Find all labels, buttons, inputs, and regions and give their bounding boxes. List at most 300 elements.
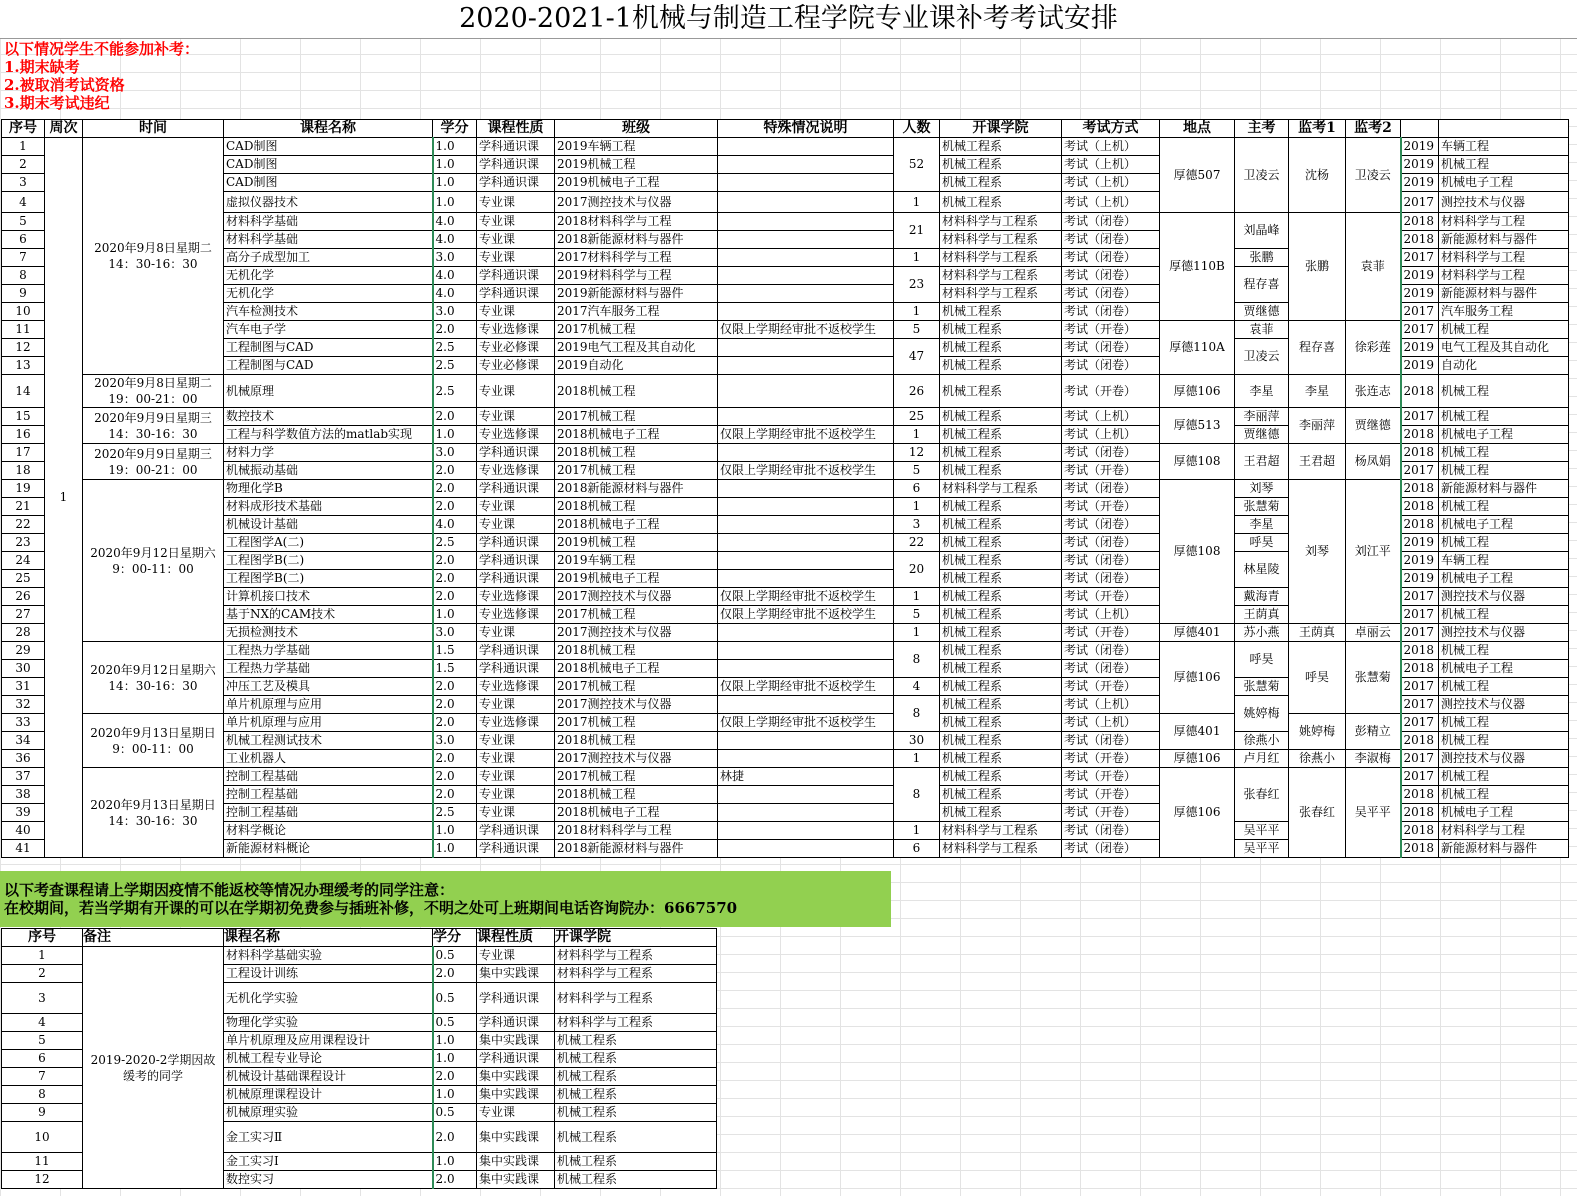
student-count: 4 [894,678,940,696]
row-number: 9 [2,1104,83,1122]
exam-mode: 考试（上机） [1062,192,1160,213]
class-name: 2018新能源材料与器件 [555,480,718,498]
course-name: 控制工程基础 [224,768,433,786]
remark-cell: 2019-2020-2学期因故缓考的同学 [83,947,224,1189]
row-number: 36 [2,750,45,768]
header-cell-blank [1401,120,1439,138]
special-note [718,516,894,534]
class-name: 2017机械工程 [555,678,718,696]
row-number: 11 [2,321,45,339]
class-name: 2018材料科学与工程 [555,213,718,231]
course-name: 材料科学基础 [224,213,433,231]
major: 电气工程及其自动化 [1439,339,1569,357]
grade-year: 2018 [1401,804,1439,822]
special-note [718,249,894,267]
college: 材料科学与工程系 [940,822,1062,840]
deferred-notice-line-2: 在校期间，若当学期有开课的可以在学期初免费参与插班补修，不明之处可上班期间电话咨询院办：6667570 [4,899,738,917]
course-name: 工程热力学基础 [224,660,433,678]
student-count: 5 [894,321,940,339]
chief-examiner: 卫凌云 [1235,339,1289,375]
row-number: 7 [2,249,45,267]
college: 材料科学与工程系 [555,1014,717,1032]
credit: 0.5 [433,1104,477,1122]
college: 材料科学与工程系 [940,840,1062,858]
major: 机械工程 [1439,606,1569,624]
student-count: 1 [894,822,940,840]
exam-mode: 考试（闭卷） [1062,339,1160,357]
credit: 2.5 [433,804,477,822]
course-nature: 专业选修课 [477,606,555,624]
deferred-courses-table [1,928,717,1189]
college: 机械工程系 [555,1050,717,1068]
course-nature: 学科通识课 [477,1014,555,1032]
header-cell: 人数 [894,120,940,138]
class-name: 2018机械电子工程 [555,660,718,678]
course-name: 机械原理 [224,375,433,408]
student-count: 1 [894,192,940,213]
table-row [2,624,1569,642]
student-count: 22 [894,534,940,552]
college: 机械工程系 [940,570,1062,588]
college: 机械工程系 [940,660,1062,678]
exam-location: 厚德110B [1160,213,1235,321]
grade-year: 2018 [1401,498,1439,516]
college: 机械工程系 [555,1153,717,1171]
exam-mode: 考试（上机） [1062,606,1160,624]
table-row [2,642,1569,660]
row-number: 3 [2,174,45,192]
major: 机械电子工程 [1439,660,1569,678]
course-nature: 专业课 [477,732,555,750]
header-cell: 监考2 [1346,120,1401,138]
course-name: 材料成形技术基础 [224,498,433,516]
exam-time: 2020年9月12日星期六 14：30-16：30 [83,642,224,714]
special-note [718,213,894,231]
major: 材料科学与工程 [1439,213,1569,231]
exam-mode: 考试（闭卷） [1062,285,1160,303]
special-note [718,339,894,357]
exam-mode: 考试（上机） [1062,408,1160,426]
major: 机械电子工程 [1439,570,1569,588]
class-name: 2017测控技术与仪器 [555,624,718,642]
row-number: 6 [2,231,45,249]
row-number: 11 [2,1153,83,1171]
deferred-notice-line-1: 以下考查课程请上学期因疫情不能返校等情况办理缓考的同学注意： [4,881,455,899]
chief-examiner: 苏小燕 [1235,624,1289,642]
major: 测控技术与仪器 [1439,192,1569,213]
header-cell: 周次 [45,120,83,138]
row-number: 12 [2,1171,83,1189]
course-nature: 集中实践课 [477,1032,555,1050]
grade-year: 2019 [1401,285,1439,303]
major: 新能源材料与器件 [1439,480,1569,498]
course-name: 新能源材料概论 [224,840,433,858]
special-note [718,138,894,156]
notice-line-1: 1.期末缺考 [4,58,80,76]
header-cell: 序号 [2,120,45,138]
course-name: 工程图学B(二) [224,570,433,588]
course-name: 基于NX的CAM技术 [224,606,433,624]
row-number: 38 [2,786,45,804]
grade-year: 2018 [1401,375,1439,408]
college: 机械工程系 [940,588,1062,606]
college: 机械工程系 [940,516,1062,534]
exam-time: 2020年9月8日星期二 19：00-21：00 [83,375,224,408]
grade-year: 2017 [1401,750,1439,768]
credit: 3.0 [433,249,477,267]
major: 机械工程 [1439,768,1569,786]
class-name: 2018机械工程 [555,642,718,660]
grade-year: 2017 [1401,588,1439,606]
grade-year: 2017 [1401,624,1439,642]
credit: 1.0 [433,1086,477,1104]
course-name: 单片机原理及应用课程设计 [224,1032,433,1050]
class-name: 2018新能源材料与器件 [555,840,718,858]
header-cell: 监考1 [1289,120,1346,138]
row-number: 21 [2,498,45,516]
major: 车辆工程 [1439,552,1569,570]
row-number: 7 [2,1068,83,1086]
row-number: 41 [2,840,45,858]
chief-examiner: 卢月红 [1235,750,1289,768]
special-note [718,375,894,408]
credit: 2.5 [433,357,477,375]
credit: 1.0 [433,138,477,156]
special-note: 仅限上学期经审批不返校学生 [718,678,894,696]
course-nature: 专业课 [477,192,555,213]
credit: 4.0 [433,285,477,303]
course-name: 物理化学实验 [224,1014,433,1032]
row-number: 40 [2,822,45,840]
chief-examiner: 呼昊 [1235,534,1289,552]
course-nature: 集中实践课 [477,965,555,983]
special-note: 林捷 [718,768,894,786]
course-name: 机械设计基础课程设计 [224,1068,433,1086]
class-name: 2017机械工程 [555,462,718,480]
exam-mode: 考试（闭卷） [1062,570,1160,588]
header-cell: 课程性质 [477,929,555,947]
course-nature: 学科通识课 [477,267,555,285]
special-note [718,303,894,321]
course-name: 机械工程测试技术 [224,732,433,750]
major: 测控技术与仪器 [1439,750,1569,768]
row-number: 32 [2,696,45,714]
student-count: 25 [894,408,940,426]
row-number: 18 [2,462,45,480]
college: 机械工程系 [555,1032,717,1050]
credit: 1.0 [433,156,477,174]
special-note [718,192,894,213]
invigilator-1: 王荫真 [1289,624,1346,642]
invigilator-2: 贾继德 [1346,408,1401,444]
major: 机械工程 [1439,534,1569,552]
grade-year: 2019 [1401,357,1439,375]
major: 机械工程 [1439,714,1569,732]
student-count: 5 [894,606,940,624]
exam-time: 2020年9月13日星期日 14：30-16：30 [83,768,224,858]
course-nature: 专业课 [477,696,555,714]
invigilator-2: 杨凤娟 [1346,444,1401,480]
invigilator-1: 呼昊 [1289,642,1346,714]
exam-location: 厚德401 [1160,624,1235,642]
grade-year: 2018 [1401,642,1439,660]
college: 机械工程系 [940,426,1062,444]
exam-mode: 考试（上机） [1062,156,1160,174]
exam-mode: 考试（闭卷） [1062,660,1160,678]
exam-mode: 考试（上机） [1062,426,1160,444]
course-nature: 专业课 [477,516,555,534]
course-nature: 专业课 [477,624,555,642]
header-cell: 学分 [433,120,477,138]
grade-year: 2017 [1401,321,1439,339]
college: 机械工程系 [940,606,1062,624]
exam-location: 厚德106 [1160,642,1235,714]
college: 机械工程系 [940,786,1062,804]
credit: 1.5 [433,660,477,678]
credit: 4.0 [433,231,477,249]
course-nature: 专业课 [477,498,555,516]
row-number: 4 [2,192,45,213]
course-name: 机械原理实验 [224,1104,433,1122]
row-number: 23 [2,534,45,552]
row-number: 15 [2,408,45,426]
credit: 2.5 [433,375,477,408]
college: 材料科学与工程系 [940,213,1062,231]
special-note: 仅限上学期经审批不返校学生 [718,462,894,480]
invigilator-2: 李淑梅 [1346,750,1401,768]
chief-examiner: 刘琴 [1235,480,1289,498]
college: 材料科学与工程系 [555,947,717,965]
college: 机械工程系 [940,174,1062,192]
chief-examiner: 戴海青 [1235,588,1289,606]
college: 材料科学与工程系 [940,285,1062,303]
course-name: 工程设计训练 [224,965,433,983]
special-note [718,480,894,498]
credit: 2.5 [433,339,477,357]
table-row [2,321,1569,339]
exam-mode: 考试（开卷） [1062,786,1160,804]
student-count: 3 [894,516,940,534]
exam-mode: 考试（开卷） [1062,321,1160,339]
special-note: 仅限上学期经审批不返校学生 [718,426,894,444]
credit: 2.0 [433,321,477,339]
invigilator-1: 沈杨 [1289,138,1346,213]
major: 机械工程 [1439,408,1569,426]
chief-examiner: 李星 [1235,516,1289,534]
grade-year: 2017 [1401,606,1439,624]
class-name: 2019机械电子工程 [555,174,718,192]
special-note [718,357,894,375]
college: 机械工程系 [555,1068,717,1086]
exam-location: 厚德106 [1160,375,1235,408]
class-name: 2018机械工程 [555,498,718,516]
credit: 1.0 [433,174,477,192]
college: 机械工程系 [940,303,1062,321]
special-note [718,267,894,285]
credit: 2.0 [433,1171,477,1189]
student-count: 1 [894,498,940,516]
course-name: 工程制图与CAD [224,357,433,375]
course-name: 单片机原理与应用 [224,696,433,714]
special-note: 仅限上学期经审批不返校学生 [718,321,894,339]
grade-year: 2019 [1401,156,1439,174]
header-cell: 课程性质 [477,120,555,138]
header-cell: 考试方式 [1062,120,1160,138]
college: 机械工程系 [940,714,1062,732]
course-name: 控制工程基础 [224,786,433,804]
course-name: 机械工程专业导论 [224,1050,433,1068]
course-name: 数控实习 [224,1171,433,1189]
class-name: 2017机械工程 [555,714,718,732]
student-count: 23 [894,267,940,303]
grade-year: 2017 [1401,714,1439,732]
row-number: 5 [2,213,45,231]
credit: 2.5 [433,534,477,552]
class-name: 2019机械电子工程 [555,570,718,588]
invigilator-1: 程存喜 [1289,321,1346,375]
student-count: 1 [894,426,940,444]
header-cell: 开课学院 [940,120,1062,138]
college: 机械工程系 [555,1086,717,1104]
invigilator-2: 袁菲 [1346,213,1401,321]
course-nature: 学科通识课 [477,570,555,588]
row-number: 29 [2,642,45,660]
major: 机械工程 [1439,732,1569,750]
class-name: 2017材料科学与工程 [555,249,718,267]
deferred-exam-notice [0,871,891,927]
course-nature: 学科通识课 [477,444,555,462]
row-number: 26 [2,588,45,606]
college: 机械工程系 [940,498,1062,516]
exam-mode: 考试（开卷） [1062,678,1160,696]
header-cell: 备注 [83,929,224,947]
college: 机械工程系 [940,357,1062,375]
credit: 2.0 [433,462,477,480]
credit: 1.5 [433,642,477,660]
special-note [718,408,894,426]
exam-location: 厚德110A [1160,321,1235,375]
major: 车辆工程 [1439,138,1569,156]
invigilator-2: 徐彩莲 [1346,321,1401,375]
row-number: 9 [2,285,45,303]
credit: 3.0 [433,624,477,642]
invigilator-1: 姚婷梅 [1289,714,1346,750]
row-number: 17 [2,444,45,462]
college: 机械工程系 [555,1122,717,1153]
major: 汽车服务工程 [1439,303,1569,321]
exam-time: 2020年9月12日星期六 9：00-11：00 [83,480,224,642]
major: 机械工程 [1439,678,1569,696]
row-number: 39 [2,804,45,822]
college: 机械工程系 [940,552,1062,570]
table-header-row [2,120,1569,138]
row-number: 1 [2,947,83,965]
special-note [718,570,894,588]
course-nature: 专业选修课 [477,678,555,696]
grade-year: 2018 [1401,840,1439,858]
course-name: 材料科学基础实验 [224,947,433,965]
college: 机械工程系 [940,138,1062,156]
college: 机械工程系 [940,678,1062,696]
invigilator-2: 彭精立 [1346,714,1401,750]
header-cell: 学分 [433,929,477,947]
chief-examiner: 程存喜 [1235,267,1289,303]
grade-year: 2017 [1401,696,1439,714]
major: 材料科学与工程 [1439,822,1569,840]
credit: 4.0 [433,267,477,285]
course-nature: 专业课 [477,213,555,231]
course-nature: 专业选修课 [477,462,555,480]
course-nature: 学科通识课 [477,285,555,303]
special-note [718,231,894,249]
row-number: 8 [2,1086,83,1104]
exam-location: 厚德507 [1160,138,1235,213]
exam-mode: 考试（闭卷） [1062,516,1160,534]
credit: 1.0 [433,840,477,858]
invigilator-1: 王君超 [1289,444,1346,480]
credit: 0.5 [433,1014,477,1032]
college: 机械工程系 [940,339,1062,357]
grade-year: 2018 [1401,660,1439,678]
header-cell: 序号 [2,929,83,947]
special-note [718,840,894,858]
notice-block [4,40,604,112]
special-note: 仅限上学期经审批不返校学生 [718,714,894,732]
course-name: 无机化学 [224,267,433,285]
major: 机械工程 [1439,321,1569,339]
row-number: 34 [2,732,45,750]
grade-year: 2019 [1401,534,1439,552]
header-cell-blank [1439,120,1569,138]
course-name: 工程图学A(二) [224,534,433,552]
deferred-table-header-row [2,929,717,947]
course-nature: 学科通识课 [477,983,555,1014]
exam-mode: 考试（闭卷） [1062,303,1160,321]
major: 测控技术与仪器 [1439,696,1569,714]
major: 机械工程 [1439,642,1569,660]
college: 材料科学与工程系 [555,965,717,983]
row-number: 12 [2,339,45,357]
course-name: 材料力学 [224,444,433,462]
student-count: 8 [894,642,940,678]
student-count: 20 [894,552,940,588]
row-number: 25 [2,570,45,588]
course-nature: 专业课 [477,303,555,321]
exam-mode: 考试（开卷） [1062,750,1160,768]
chief-examiner: 呼昊 [1235,642,1289,678]
grade-year: 2019 [1401,339,1439,357]
major: 机械工程 [1439,786,1569,804]
student-count: 8 [894,696,940,732]
course-name: 汽车电子学 [224,321,433,339]
special-note [718,156,894,174]
class-name: 2017机械工程 [555,408,718,426]
grade-year: 2019 [1401,174,1439,192]
student-count: 6 [894,480,940,498]
course-name: 金工实习Ⅰ [224,1153,433,1171]
course-name: 无损检测技术 [224,624,433,642]
course-name: CAD制图 [224,174,433,192]
chief-examiner: 徐燕小 [1235,732,1289,750]
credit: 1.0 [433,822,477,840]
credit: 2.0 [433,1068,477,1086]
row-number: 28 [2,624,45,642]
exam-mode: 考试（开卷） [1062,375,1160,408]
table-row [2,444,1569,462]
special-note [718,750,894,768]
class-name: 2019电气工程及其自动化 [555,339,718,357]
chief-examiner: 林星陵 [1235,552,1289,588]
